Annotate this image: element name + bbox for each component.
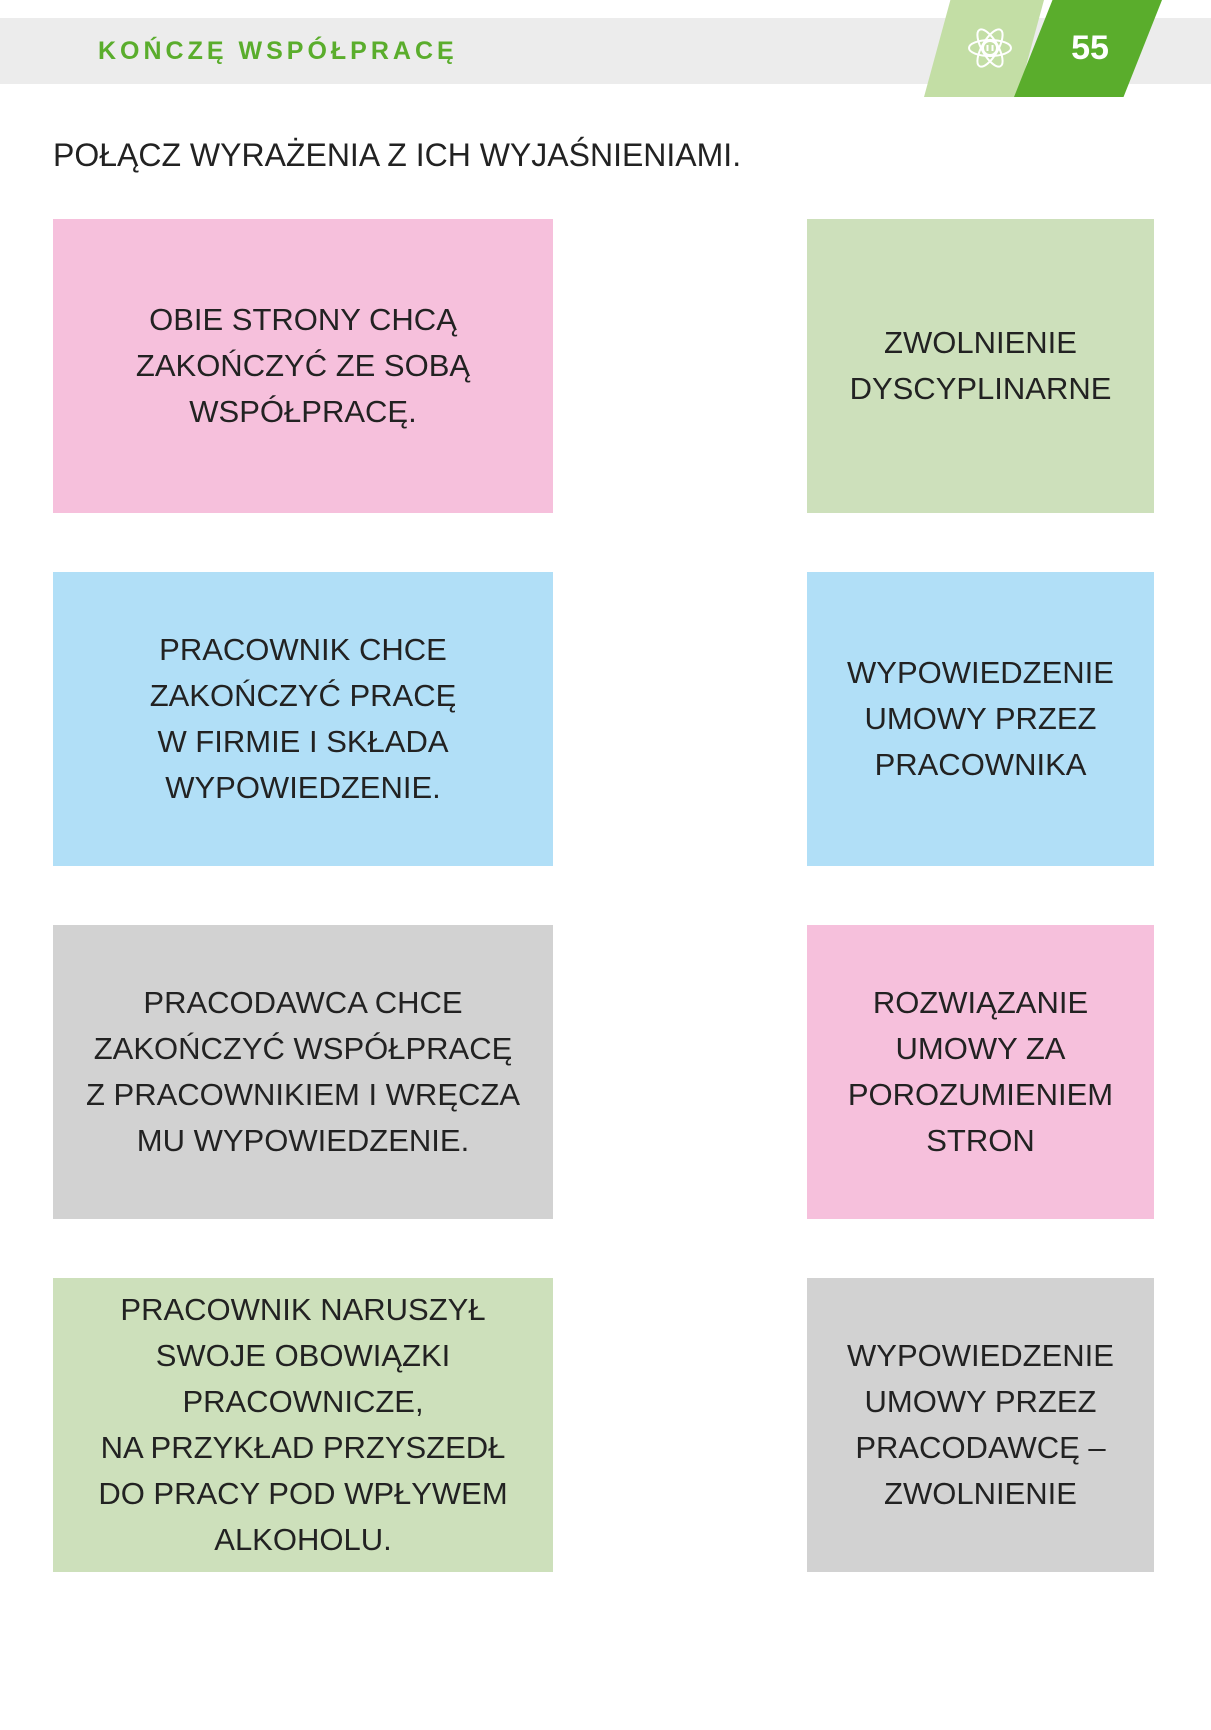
exercise-instruction: POŁĄCZ WYRAŻENIA Z ICH WYJAŚNIENIAMI.: [53, 137, 742, 173]
term-text: ROZWIĄZANIE UMOWY ZA POROZUMIENIEM STRON: [847, 985, 1114, 1158]
term-text: WYPOWIEDZENIE UMOWY PRZEZ PRACOWNIKA: [847, 655, 1114, 782]
description-text: OBIE STRONY CHCĄ ZAKOŃCZYĆ ZE SOBĄ WSPÓŁPRACĘ.: [135, 302, 471, 429]
page-number: 55: [1071, 29, 1109, 67]
term-card[interactable]: [807, 1278, 1154, 1572]
description-text: PRACOWNIK NARUSZYŁ SWOJE OBOWIĄZKI PRACOWNICZE, NA PRZYKŁAD PRZYSZEDŁ DO PRACY POD WPŁYWEM ALKOHOLU.: [98, 1292, 508, 1557]
chapter-title: KOŃCZĘ WSPÓŁPRACĘ: [98, 37, 458, 65]
term-card[interactable]: [807, 219, 1154, 513]
term-text: WYPOWIEDZENIE UMOWY PRZEZ PRACODAWCĘ – ZWOLNIENIE: [847, 1338, 1114, 1511]
description-card[interactable]: [53, 572, 553, 866]
description-text: PRACOWNIK CHCE ZAKOŃCZYĆ PRACĘ W FIRMIE I SKŁADA WYPOWIEDZENIE.: [149, 632, 457, 805]
description-card[interactable]: [53, 1278, 553, 1572]
term-card[interactable]: [807, 925, 1154, 1219]
term-card[interactable]: [807, 572, 1154, 866]
description-card[interactable]: [53, 219, 553, 513]
atom-icon: [966, 24, 1014, 72]
term-text: ZWOLNIENIE DYSCYPLINARNE: [849, 325, 1112, 406]
description-card[interactable]: [53, 925, 553, 1219]
description-text: PRACODAWCA CHCE ZAKOŃCZYĆ WSPÓŁPRACĘ Z PRACOWNIKIEM I WRĘCZA MU WYPOWIEDZENIE.: [86, 985, 520, 1158]
